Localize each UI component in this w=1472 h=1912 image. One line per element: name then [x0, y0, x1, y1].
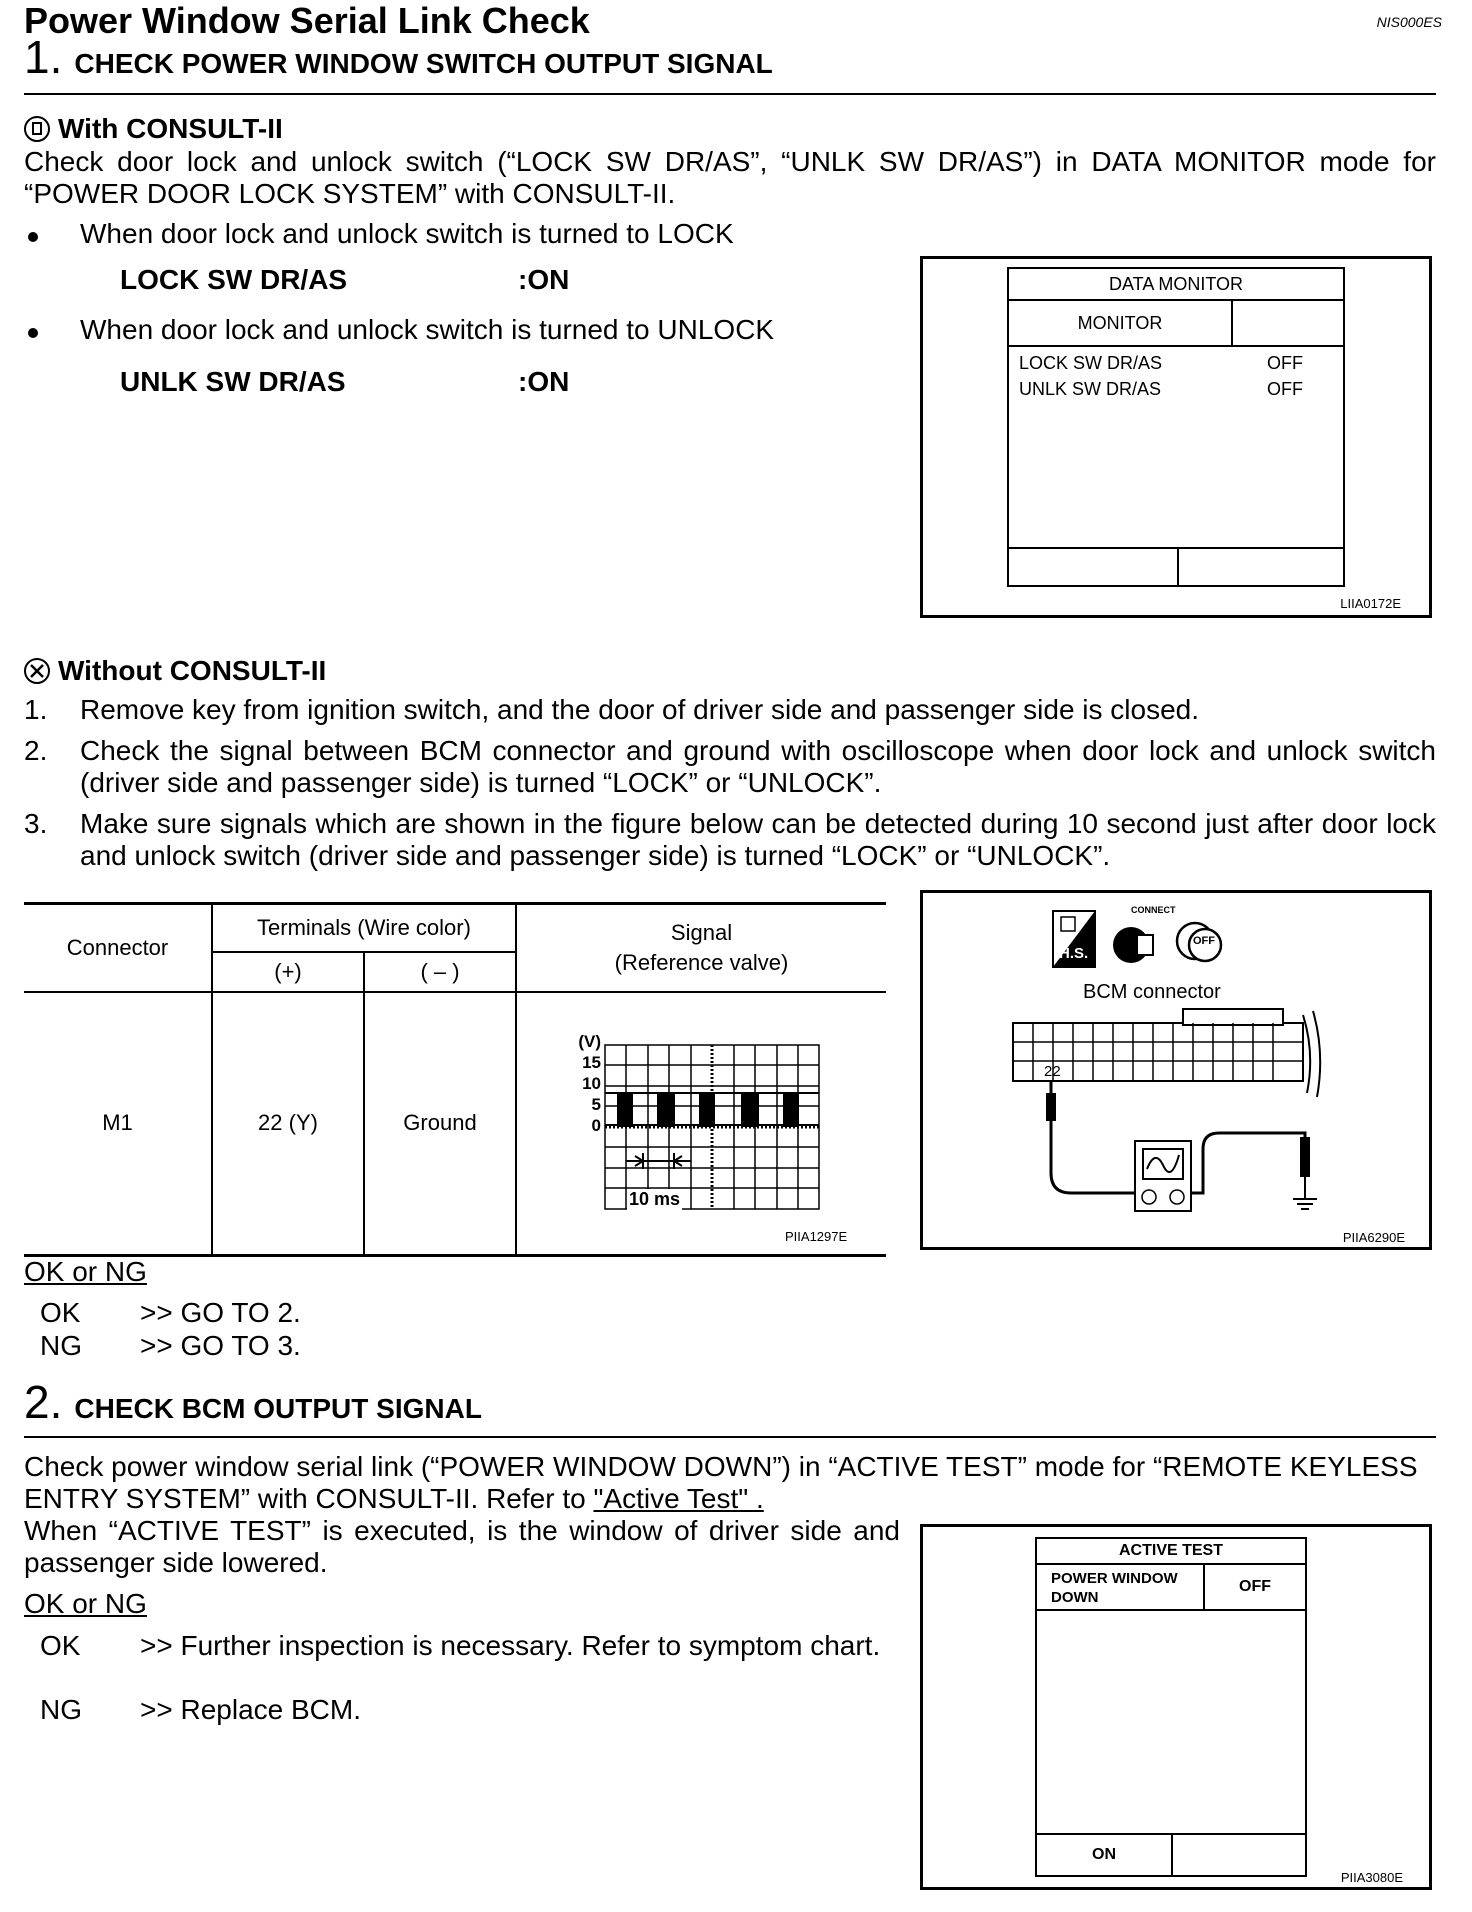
- consult-icon: [24, 116, 50, 142]
- active-test-value: OFF: [1205, 1565, 1305, 1611]
- connect-label: CONNECT: [1131, 905, 1176, 915]
- table-header: Terminals (Wire color): [212, 904, 516, 952]
- with-consult-heading: With CONSULT-II: [24, 113, 283, 145]
- ng-action: >> GO TO 3.: [140, 1330, 301, 1361]
- table-header: (+): [212, 952, 364, 992]
- step-number: 3.: [24, 808, 48, 839]
- without-consult-heading: Without CONSULT-II: [24, 655, 326, 687]
- instruction-step: Make sure signals which are shown in the figure below can be detected during 10 second just after door lock and unlock switch (driver side and passenger side) is turned “LOCK” or “UNLOCK”.: [80, 808, 1436, 871]
- ng-key: NG: [40, 1694, 82, 1725]
- table-header: Signal (Reference valve): [516, 904, 886, 992]
- monitor-row-value: OFF: [1267, 379, 1303, 399]
- ok-action: >> GO TO 2.: [140, 1297, 301, 1328]
- scope-cell: [516, 992, 886, 1256]
- bullet-dot: [28, 232, 38, 242]
- monitor-col-header: MONITOR: [1009, 301, 1233, 347]
- ok-action: >> Further inspection is necessary. Refer to symptom chart.: [140, 1630, 881, 1661]
- document-id: NIS000ES: [1376, 14, 1442, 30]
- step-title: CHECK BCM OUTPUT SIGNAL: [74, 1393, 482, 1424]
- step-number: 1.: [24, 31, 63, 83]
- active-test-link[interactable]: "Active Test" .: [593, 1483, 764, 1514]
- monitor-footer-line: [1009, 547, 1343, 549]
- scope-time-label: 10 ms: [629, 1188, 681, 1209]
- bullet-unlock: When door lock and unlock switch is turned to UNLOCK: [80, 314, 775, 345]
- page-title: Power Window Serial Link Check: [24, 0, 590, 41]
- table-cell: M1: [24, 992, 212, 1256]
- step-2-question: When “ACTIVE TEST” is executed, is the window of driver side and passenger side lowered.: [24, 1515, 900, 1578]
- figure-code: PIIA3080E: [1340, 1870, 1403, 1885]
- lock-sw-item: LOCK SW DR/AS: [120, 264, 348, 295]
- figure-code: LIIA0172E: [1340, 596, 1401, 611]
- monitor-row-value: OFF: [1267, 353, 1303, 373]
- unlk-sw-item: UNLK SW DR/AS: [120, 366, 346, 397]
- table-header: Connector: [24, 904, 212, 992]
- monitor-col-blank: [1233, 301, 1343, 347]
- monitor-screen: [1007, 267, 1345, 587]
- on-button[interactable]: ON: [1092, 1846, 1116, 1863]
- bcm-connector-label: BCM connector: [1083, 981, 1221, 1003]
- ok-ng-label: OK or NG: [24, 1256, 147, 1287]
- ng-action: >> Replace BCM.: [140, 1694, 361, 1725]
- table-cell: 22 (Y): [212, 992, 364, 1256]
- monitor-header: DATA MONITOR: [1009, 269, 1343, 301]
- bcm-connector-diagram: [923, 893, 1429, 1247]
- pin-number: 22: [1044, 1063, 1061, 1080]
- step-number: 2.: [24, 735, 48, 766]
- table-header: ( – ): [364, 952, 516, 992]
- ng-key: NG: [40, 1330, 82, 1361]
- active-test-figure: [920, 1524, 1432, 1890]
- figure-code: PIIA1297E: [785, 1228, 848, 1244]
- bullet-lock: When door lock and unlock switch is turned to LOCK: [80, 218, 734, 249]
- unlk-sw-value: :ON: [518, 366, 570, 397]
- no-consult-icon: [24, 658, 50, 684]
- step-number: 2.: [24, 1376, 63, 1428]
- active-test-header: ACTIVE TEST: [1037, 1539, 1305, 1565]
- ok-ng-label: OK or NG: [24, 1588, 147, 1619]
- step-1-heading: [24, 30, 773, 84]
- divider: [24, 93, 1436, 95]
- figure-code: PIIA6290E: [1342, 1230, 1405, 1245]
- instruction-step: Remove key from ignition switch, and the door of driver side and passenger side is closed.: [80, 694, 1200, 725]
- divider: [24, 1436, 1436, 1438]
- step-number: 1.: [24, 694, 48, 725]
- bcm-connector-figure: [920, 890, 1432, 1250]
- active-test-item: POWER WINDOW DOWN: [1037, 1565, 1205, 1611]
- with-consult-text: Check door lock and unlock switch (“LOCK SW DR/AS”, “UNLK SW DR/AS”) in DATA MONITOR mode for “POWER DOOR LOCK SYSTEM” with CONSULT-II.: [24, 146, 1436, 209]
- scope-axis-labels: (V) 15 10 5 0: [578, 1031, 601, 1135]
- hs-label: H.S.: [1059, 945, 1089, 962]
- step-2-heading: [24, 1375, 482, 1429]
- instruction-step: Check the signal between BCM connector and ground with oscilloscope when door lock and unlock switch (driver side and passenger side) is turned “LOCK” or “UNLOCK”.: [80, 735, 1436, 798]
- off-label: OFF: [1193, 935, 1215, 947]
- data-monitor-figure: [920, 256, 1432, 618]
- bullet-dot: [28, 328, 38, 338]
- signal-table: [24, 902, 886, 1257]
- ok-key: OK: [40, 1297, 81, 1328]
- step-title: CHECK POWER WINDOW SWITCH OUTPUT SIGNAL: [74, 48, 773, 79]
- step-2-text: Check power window serial link (“POWER WINDOW DOWN”) in “ACTIVE TEST” mode for “REMOTE KEYLESS ENTRY SYSTEM” with CONSULT-II. Refer to "Active Test" .: [24, 1451, 1418, 1514]
- monitor-row-name: UNLK SW DR/AS: [1019, 379, 1162, 399]
- footer-divider: [1171, 1833, 1173, 1875]
- ok-key: OK: [40, 1630, 81, 1661]
- lock-sw-value: :ON: [518, 264, 570, 295]
- table-cell: Ground: [364, 992, 516, 1256]
- monitor-row-name: LOCK SW DR/AS: [1019, 353, 1163, 373]
- monitor-footer-divider: [1177, 547, 1179, 585]
- active-test-screen: [1035, 1537, 1307, 1877]
